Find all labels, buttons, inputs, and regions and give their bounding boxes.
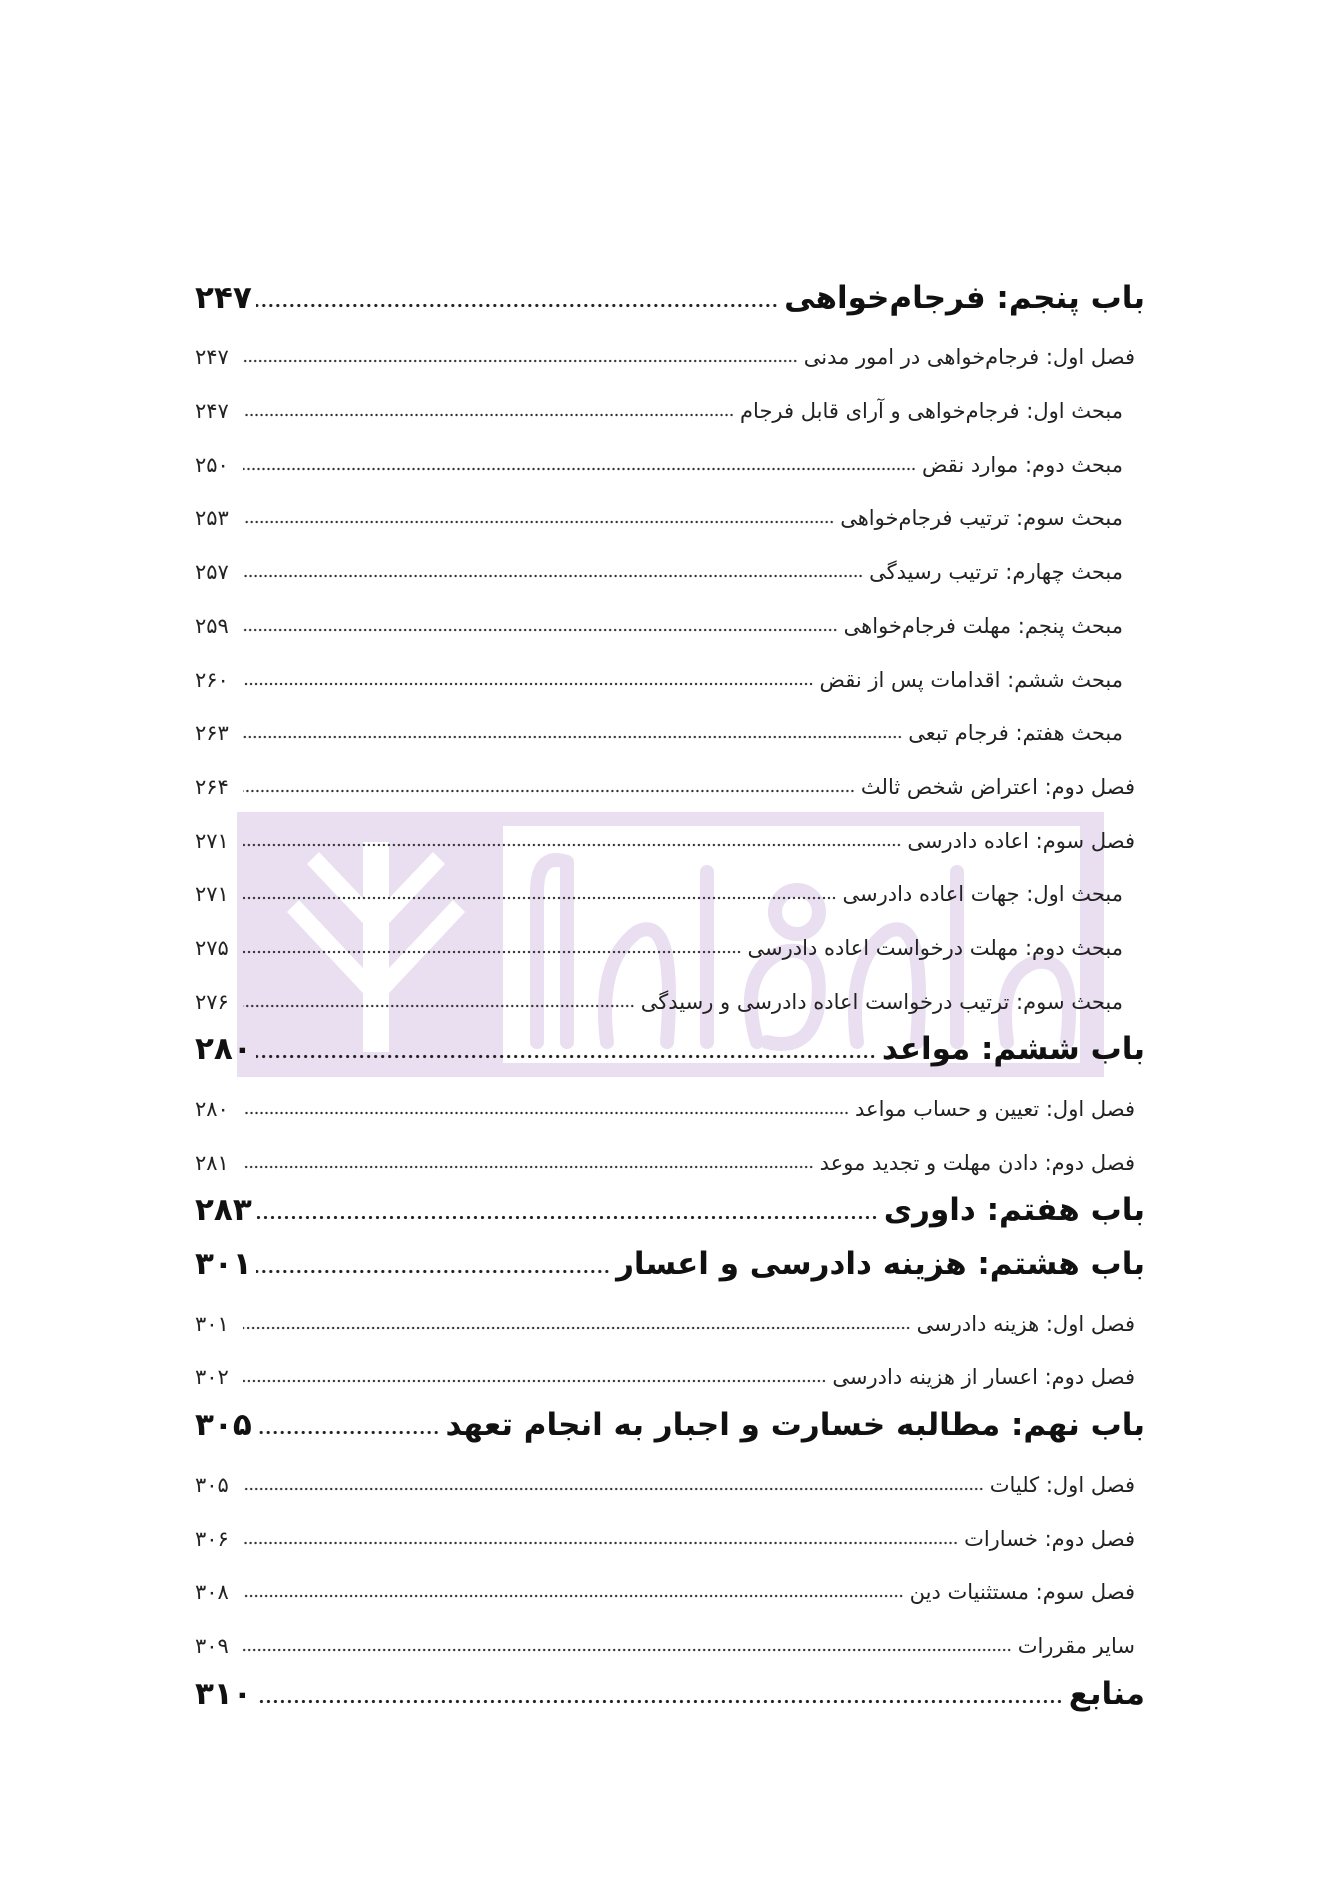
dot-leader (243, 843, 901, 847)
dot-leader (243, 735, 902, 739)
toc-entry-title: سایر مقررات (1017, 1633, 1135, 1658)
toc-entry-page: ۳۰۵ (195, 1472, 229, 1497)
toc-entry-title: فصل دوم: اعسار از هزینه دادرسی (832, 1365, 1135, 1390)
toc-entry-page: ۳۱۰ (195, 1675, 252, 1712)
toc-entry-bab-9[interactable] (195, 1397, 1145, 1451)
toc-entry-sources[interactable] (195, 1666, 1145, 1720)
dot-leader (243, 574, 863, 578)
toc-entry-page: ۳۰۹ (195, 1633, 229, 1658)
toc-entry-page: ۳۰۱ (195, 1246, 252, 1283)
toc-entry-fasl[interactable] (195, 1075, 1145, 1129)
dot-leader (243, 359, 798, 363)
toc-entry-title: فصل سوم: مستثنیات دین (909, 1580, 1135, 1605)
toc-entry-title: مبحث چهارم: ترتیب رسیدگی (869, 560, 1123, 585)
toc-entry-fasl[interactable] (195, 1129, 1145, 1183)
toc-entry-title: مبحث دوم: موارد نقض (922, 452, 1123, 477)
toc-entry-fasl[interactable] (195, 1612, 1145, 1666)
dot-leader (243, 413, 734, 417)
toc-entry-page: ۲۵۳ (195, 506, 229, 531)
dot-leader (256, 303, 778, 308)
toc-entry-page: ۲۸۰ (195, 1031, 252, 1068)
toc-entry-title: باب هفتم: داوری (883, 1192, 1145, 1229)
toc-entry-title: مبحث اول: جهات اعاده دادرسی (842, 882, 1123, 907)
toc-entry-page: ۳۰۶ (195, 1526, 229, 1551)
toc-entry-page: ۳۰۲ (195, 1365, 229, 1390)
toc-entry-fasl[interactable] (195, 324, 1145, 378)
dot-leader (243, 1541, 958, 1545)
toc-entry-page: ۲۷۱ (195, 882, 229, 907)
toc-entry-fasl[interactable] (195, 1344, 1145, 1398)
toc-entry-title: فصل اول: فرجام‌خواهی در امور مدنی (803, 345, 1135, 370)
toc-entry-mabhas[interactable] (195, 646, 1145, 700)
toc-entry-mabhas[interactable] (195, 538, 1145, 592)
table-of-contents (195, 270, 1145, 1720)
toc-entry-page: ۲۸۳ (195, 1192, 252, 1229)
dot-leader (256, 1054, 876, 1059)
toc-entry-page: ۲۶۳ (195, 721, 229, 746)
toc-entry-bab-8[interactable] (195, 1236, 1145, 1290)
toc-entry-page: ۲۶۴ (195, 774, 229, 799)
toc-entry-title: باب نهم: مطالبه خسارت و اجبار به انجام تعهد (445, 1407, 1145, 1444)
toc-entry-title: مبحث اول: فرجام‌خواهی و آرای قابل فرجام (740, 399, 1123, 424)
dot-leader (243, 1379, 826, 1383)
toc-entry-title: فصل اول: کلیات (989, 1472, 1135, 1497)
toc-entry-title: مبحث سوم: ترتیب فرجام‌خواهی (840, 506, 1123, 531)
dot-leader (243, 789, 855, 793)
toc-entry-page: ۲۶۰ (195, 667, 229, 692)
toc-entry-title: مبحث سوم: ترتیب درخواست اعاده دادرسی و رسیدگی (640, 989, 1123, 1014)
toc-entry-title: فصل اول: هزینه دادرسی (916, 1311, 1135, 1336)
toc-entry-page: ۲۸۰ (195, 1097, 229, 1121)
toc-entry-page: ۲۸۱ (195, 1150, 229, 1175)
toc-entry-mabhas[interactable] (195, 485, 1145, 539)
dot-leader (243, 1111, 849, 1115)
dot-leader (243, 520, 834, 524)
toc-entry-fasl[interactable] (195, 1290, 1145, 1344)
toc-entry-page: ۲۷۶ (195, 989, 229, 1014)
toc-entry-title: فصل اول: تعیین و حساب مواعد (855, 1097, 1135, 1121)
toc-entry-title: باب ششم: مواعد (881, 1031, 1145, 1068)
toc-entry-page: ۲۴۷ (195, 279, 252, 316)
toc-entry-title: مبحث دوم: مهلت درخواست اعاده دادرسی (747, 935, 1123, 960)
toc-entry-page: ۳۰۸ (195, 1580, 229, 1605)
toc-entry-mabhas[interactable] (195, 968, 1145, 1022)
toc-entry-fasl[interactable] (195, 1505, 1145, 1559)
toc-entry-title: منابع (1068, 1675, 1145, 1712)
toc-entry-mabhas[interactable] (195, 914, 1145, 968)
toc-entry-page: ۲۴۷ (195, 399, 229, 424)
toc-entry-page: ۲۵۹ (195, 613, 229, 638)
toc-entry-fasl[interactable] (195, 1559, 1145, 1613)
toc-entry-page: ۲۷۵ (195, 935, 229, 960)
toc-entry-page: ۲۵۰ (195, 452, 229, 477)
toc-entry-title: فصل دوم: اعتراض شخص ثالث (860, 774, 1135, 799)
toc-entry-title: مبحث ششم: اقدامات پس از نقض (819, 667, 1123, 692)
dot-leader (256, 1699, 1063, 1704)
toc-entry-title: فصل دوم: خسارات (964, 1526, 1135, 1551)
toc-entry-mabhas[interactable] (195, 431, 1145, 485)
dot-leader (243, 1487, 984, 1491)
toc-entry-bab-7[interactable] (195, 1183, 1145, 1237)
toc-entry-mabhas[interactable] (195, 377, 1145, 431)
toc-entry-title: فصل سوم: اعاده دادرسی (907, 828, 1135, 853)
toc-entry-mabhas[interactable] (195, 700, 1145, 754)
dot-leader (243, 1594, 904, 1598)
dot-leader (243, 628, 838, 632)
dot-leader (256, 1215, 878, 1220)
toc-entry-page: ۳۰۵ (195, 1407, 252, 1444)
toc-entry-title: فصل دوم: دادن مهلت و تجدید موعد (819, 1150, 1135, 1175)
dot-leader (256, 1430, 440, 1435)
toc-entry-fasl[interactable] (195, 1451, 1145, 1505)
toc-entry-page: ۲۵۷ (195, 560, 229, 585)
toc-entry-fasl[interactable] (195, 807, 1145, 861)
toc-entry-page: ۲۷۱ (195, 828, 229, 853)
toc-entry-bab-5[interactable] (195, 270, 1145, 324)
toc-entry-page: ۳۰۱ (195, 1311, 229, 1336)
dot-leader (243, 1004, 635, 1008)
dot-leader (243, 1648, 1012, 1652)
toc-entry-title: باب پنجم: فرجام‌خواهی (784, 279, 1145, 316)
dot-leader (243, 682, 814, 686)
toc-entry-fasl[interactable] (195, 753, 1145, 807)
toc-entry-page: ۲۴۷ (195, 345, 229, 370)
toc-entry-title: مبحث پنجم: مهلت فرجام‌خواهی (843, 613, 1123, 638)
dot-leader (243, 1326, 911, 1330)
dot-leader (243, 467, 916, 471)
dot-leader (243, 950, 742, 954)
toc-entry-mabhas[interactable] (195, 861, 1145, 915)
toc-entry-title: باب هشتم: هزینه دادرسی و اعسار (616, 1246, 1145, 1283)
dot-leader (243, 1165, 814, 1169)
toc-entry-mabhas[interactable] (195, 592, 1145, 646)
toc-entry-bab-6[interactable] (195, 1022, 1145, 1076)
toc-entry-title: مبحث هفتم: فرجام تبعی (908, 721, 1123, 746)
dot-leader (243, 896, 837, 900)
dot-leader (256, 1269, 610, 1274)
